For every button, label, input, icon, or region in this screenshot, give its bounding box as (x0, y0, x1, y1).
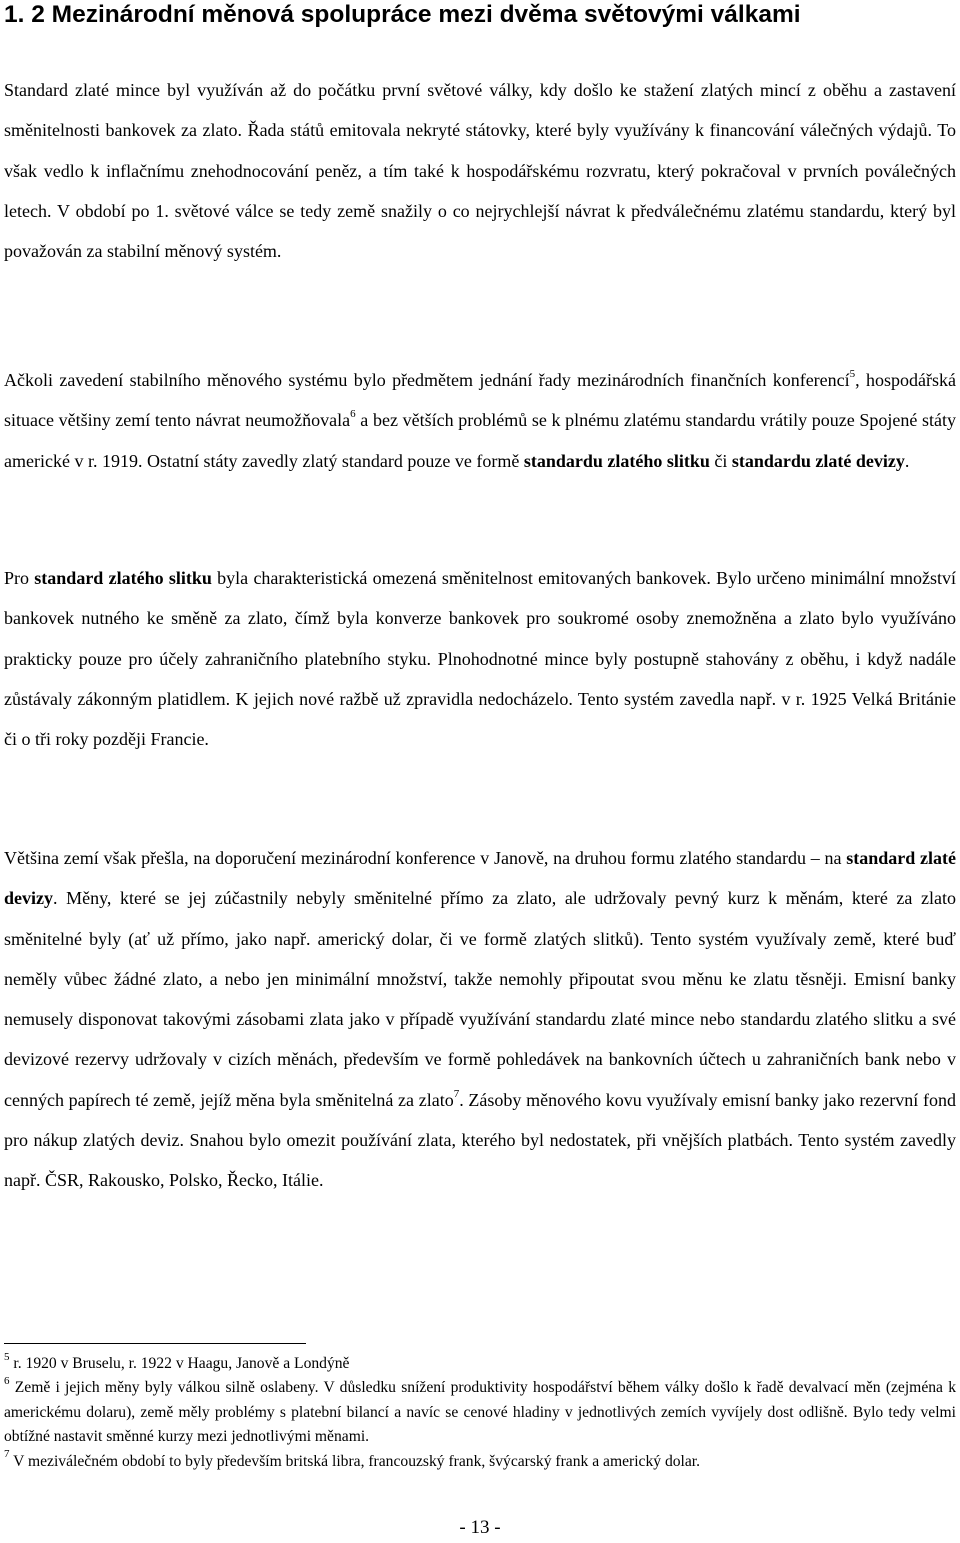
bold-term-gold-bullion-standard: standardu zlatého slitku (523, 450, 710, 471)
footnote-6 (4, 1376, 956, 1449)
footnote-5 (4, 1352, 956, 1376)
footnote-number: 6 (4, 1375, 10, 1388)
bold-term-gold-exchange-standard: standard zlaté devizy (4, 848, 956, 909)
footnote-text: Země i jejich měny byly válkou silně oslabeny. V důsledku snížení produktivity hospodářství během války došlo k řadě devalvací měn (zejména k americkému dolaru), země měly problémy s platební bilancí a navíc se cenové hladiny v jednotlivých zemích vyvíjely dost odlišně. Bylo tedy velmi obtížné nastavit směnné kurzy mezi jednotlivými měnami. (4, 1379, 956, 1446)
text-run: a bez větších problémů se k plnému zlatému standardu vrátily pouze Spojené státy americké v r. 1919. Ostatní státy zavedly zlatý standard pouze ve formě (4, 410, 957, 471)
footnote-ref-6[interactable]: 6 (350, 408, 356, 421)
bold-term-gold-bullion-standard: standard zlatého slitku (34, 568, 212, 588)
text-run: . (904, 450, 910, 471)
footnote-number: 5 (4, 1350, 10, 1363)
text-run: Ačkoli zavedení stabilního měnového systému bylo předmětem jednání řady mezinárodních finančních konferencí (4, 370, 850, 390)
section-heading: 1. 2 Mezinárodní měnová spolupráce mezi dvěma světovými válkami (4, 1, 801, 28)
footnote-separator (4, 1343, 306, 1344)
footnote-7 (4, 1450, 956, 1474)
text-run: byla charakteristická omezená směnitelnost emitovaných bankovek. Bylo určeno minimální množství bankovek nutného ke směně za zlato, čímž byla konverze bankovek pro soukromé osoby znemožněna a zlato bylo využíváno prakticky pouze pro účely zahraničního platebního styku. Plnohodnotné mince byly postupně stahovány z oběhu, i když nadále zůstávaly zákonným platidlem. K jejich nové ražbě už zpravidla nedocházelo. Tento systém zavedla např. v r. 1925 Velká Británie či o tři roky později Francie. (4, 568, 956, 750)
paragraph-4 (4, 838, 956, 1201)
footnote-text: r. 1920 v Bruselu, r. 1922 v Haagu, Janově a Londýně (9, 1355, 350, 1372)
paragraph-3 (4, 558, 956, 759)
text-run: . Zásoby měnového kovu využívaly emisní banky jako rezervní fond pro nákup zlatých deviz. Snahou bylo omezit používání zlata, kterého byl nedostatek, při vnějších platbách. Tento systém zavedly např. ČSR, Rakousko, Polsko, Řecko, Itálie. (4, 1089, 956, 1191)
footnote-text: V meziválečném období to byly především britská libra, francouzský frank, švýcarský frank a americký dolar. (9, 1452, 701, 1470)
paragraph-1: Standard zlaté mince byl využíván až do počátku první světové války, kdy došlo ke stažení zlatých mincí z oběhu a zastavení směnitelnosti bankovek za zlato. Řada států emitovala nekryté státovky, které byly využívány k financování válečných výdajů. To však vedlo k inflačnímu znehodnocování peněz, a tím také k hospodářskému rozvratu, který pokračoval v prvních poválečných letech. V období po 1. světové válce se tedy země snažily o co nejrychlejší návrat k předválečnému zlatému standardu, který byl považován za stabilní měnový systém. (4, 80, 956, 262)
text-run: , hospodářská situace většiny zemí tento návrat neumožňovala (4, 370, 956, 431)
paragraph-2 (4, 360, 956, 481)
footnotes (4, 1352, 956, 1474)
page-number: - 13 - (459, 1517, 501, 1538)
footnote-number: 7 (4, 1448, 10, 1461)
text-run: . Měny, které se jej zúčastnily nebyly směnitelné přímo za zlato, ale udržovaly pevný kurz k měnám, které za zlato směnitelné byly (ať už přímo, jako např. americký dolar, či ve formě zlatých slitků). Tento systém využívaly země, které buď neměly vůbec žádné zlato, a nebo jen minimální množství, takže nemohly připoutat svou měnu ke zlatu těsněji. Emisní banky nemusely disponovat takovými zásobami zlata jako v případě využívání standardu zlaté mince nebo standardu zlatého slitku a své devizové rezervy udržovaly v cizích měnách, především ve formě pohledávek na bankovních účtech u zahraničních bank nebo v cenných papírech té země, jejíž měna byla směnitelná za zlato (4, 888, 956, 1110)
text-run: Pro (4, 568, 35, 588)
bold-term-gold-exchange-standard: standardu zlaté devizy (731, 450, 905, 471)
text-run: či (709, 450, 732, 471)
text-run: Většina zemí však přešla, na doporučení mezinárodní konference v Janově, na druhou formu zlatého standardu – na (4, 848, 847, 868)
footnote-ref-5[interactable]: 5 (849, 368, 856, 380)
footnote-ref-7[interactable]: 7 (453, 1087, 460, 1100)
